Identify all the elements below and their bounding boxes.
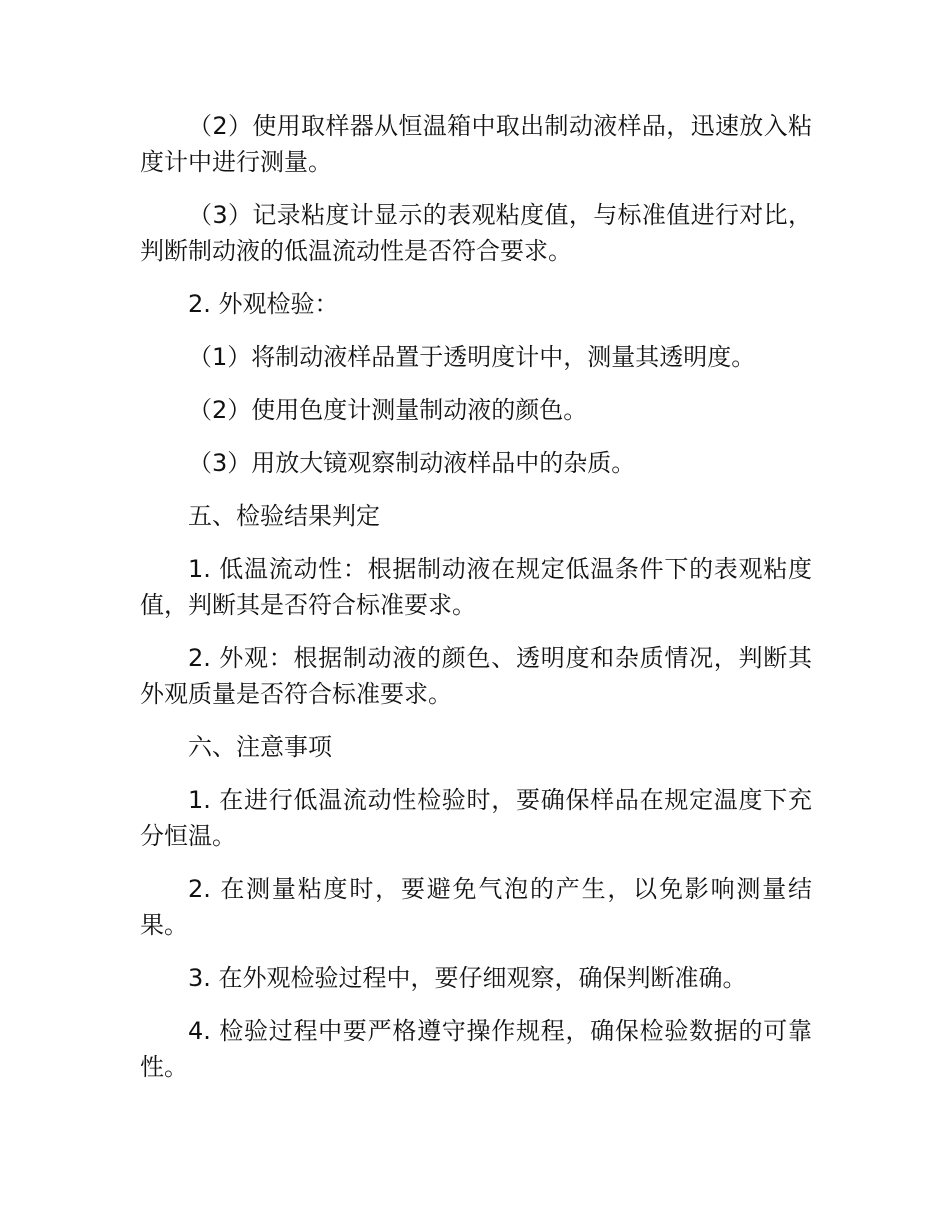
paragraph-note-3: 3. 在外观检验过程中，要仔细观察，确保判断准确。 bbox=[188, 964, 747, 992]
section-heading-results: 五、检验结果判定 bbox=[188, 502, 380, 530]
paragraph-viscometer-sampling: （2）使用取样器从恒温箱中取出制动液样品，迅速放入粘度计中进行测量。 bbox=[140, 112, 812, 176]
paragraph-transparency: （1）将制动液样品置于透明度计中，测量其透明度。 bbox=[188, 343, 756, 371]
document-page bbox=[140, 108, 812, 1102]
paragraph-result-low-temp: 1. 低温流动性：根据制动液在规定低温条件下的表观粘度值，判断其是否符合标准要求。 bbox=[140, 555, 812, 619]
paragraph-note-1: 1. 在进行低温流动性检验时，要确保样品在规定温度下充分恒温。 bbox=[140, 786, 812, 850]
section-heading-notes: 六、注意事项 bbox=[188, 733, 332, 761]
paragraph-color: （2）使用色度计测量制动液的颜色。 bbox=[188, 396, 588, 424]
heading-appearance-inspection: 2. 外观检验： bbox=[188, 290, 339, 318]
paragraph-viscosity-record: （3）记录粘度计显示的表观粘度值，与标准值进行对比，判断制动液的低温流动性是否符合要求。 bbox=[140, 201, 812, 265]
paragraph-result-appearance: 2. 外观：根据制动液的颜色、透明度和杂质情况，判断其外观质量是否符合标准要求。 bbox=[140, 644, 812, 708]
paragraph-note-2: 2. 在测量粘度时，要避免气泡的产生，以免影响测量结果。 bbox=[140, 875, 812, 939]
paragraph-impurities: （3）用放大镜观察制动液样品中的杂质。 bbox=[188, 449, 636, 477]
paragraph-note-4: 4. 检验过程中要严格遵守操作规程，确保检验数据的可靠性。 bbox=[140, 1017, 812, 1081]
